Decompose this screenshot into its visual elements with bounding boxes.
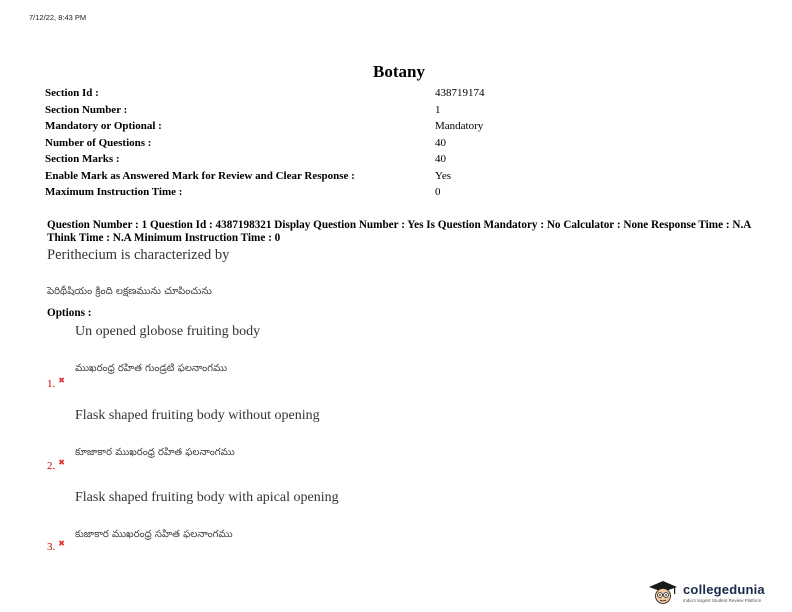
wrong-answer-icon: ✖	[58, 375, 65, 385]
meta-row-question-count	[45, 135, 605, 152]
option-3-marker	[47, 538, 65, 553]
meta-row-mandatory	[45, 118, 605, 135]
section-title: Botany	[373, 62, 425, 81]
meta-row-section-id	[45, 85, 605, 102]
option-3-english: Flask shaped fruiting body with apical opening	[75, 490, 339, 505]
meta-label: Maximum Instruction Time :	[45, 186, 183, 199]
option-number: 2.	[47, 460, 56, 472]
option-1-marker	[47, 375, 65, 390]
meta-row-section-number	[45, 102, 605, 119]
meta-label: Enable Mark as Answered Mark for Review and Clear Response :	[45, 169, 355, 182]
option-2-english: Flask shaped fruiting body without opening	[75, 408, 320, 423]
wrong-answer-icon: ✖	[58, 457, 65, 467]
meta-label: Section Marks :	[45, 153, 120, 166]
collegedunia-logo	[648, 578, 788, 608]
option-3-telugu: కుజాకార ముఖరంధ్ర సహిత ఫలనాంగము	[75, 529, 233, 540]
brand-name: collegedunia	[683, 582, 765, 597]
meta-value: Mandatory	[435, 120, 484, 133]
options-label: Options :	[47, 307, 92, 319]
section-meta-table	[45, 85, 605, 201]
option-2-marker	[47, 457, 65, 472]
meta-value: Yes	[435, 169, 452, 182]
option-1-english: Un opened globose fruiting body	[75, 324, 261, 339]
meta-label: Number of Questions :	[45, 136, 152, 149]
option-number: 1.	[47, 378, 56, 390]
meta-label: Section Id :	[45, 87, 99, 100]
option-number: 3.	[47, 541, 56, 553]
question-header: Question Number : 1 Question Id : 4387198321 Display Question Number : Yes Is Question Mandatory : No Calculator : None Response Time : N.A Think Time : N.A Minimum Instruction Time : 0	[47, 219, 751, 244]
meta-value: 1	[435, 103, 441, 116]
print-timestamp: 7/12/22, 8:43 PM	[29, 13, 87, 22]
question-text-telugu: పెరిథీషియం క్రింది లక్షణమును చూపించును	[47, 286, 212, 297]
meta-label: Section Number :	[45, 103, 128, 116]
meta-row-instruction-time	[45, 184, 605, 201]
meta-row-mark-review	[45, 168, 605, 185]
brand-tagline: India's largest Student Review Platform	[683, 598, 762, 603]
meta-row-section-marks	[45, 151, 605, 168]
question-text-english: Perithecium is characterized by	[47, 247, 230, 263]
option-1-telugu: ముఖరంధ్ర రహిత గుండ్రటి ఫలనాంగము	[75, 363, 228, 374]
wrong-answer-icon: ✖	[58, 538, 65, 548]
meta-value: 438719174	[435, 87, 485, 100]
meta-value: 40	[435, 136, 446, 149]
option-2-telugu: కూజాకార ముఖరంధ్ర రహిత ఫలనాంగము	[75, 447, 235, 458]
meta-label: Mandatory or Optional :	[45, 120, 162, 133]
meta-value: 0	[435, 186, 441, 199]
graduate-mascot-icon	[648, 580, 678, 606]
meta-value: 40	[435, 153, 446, 166]
